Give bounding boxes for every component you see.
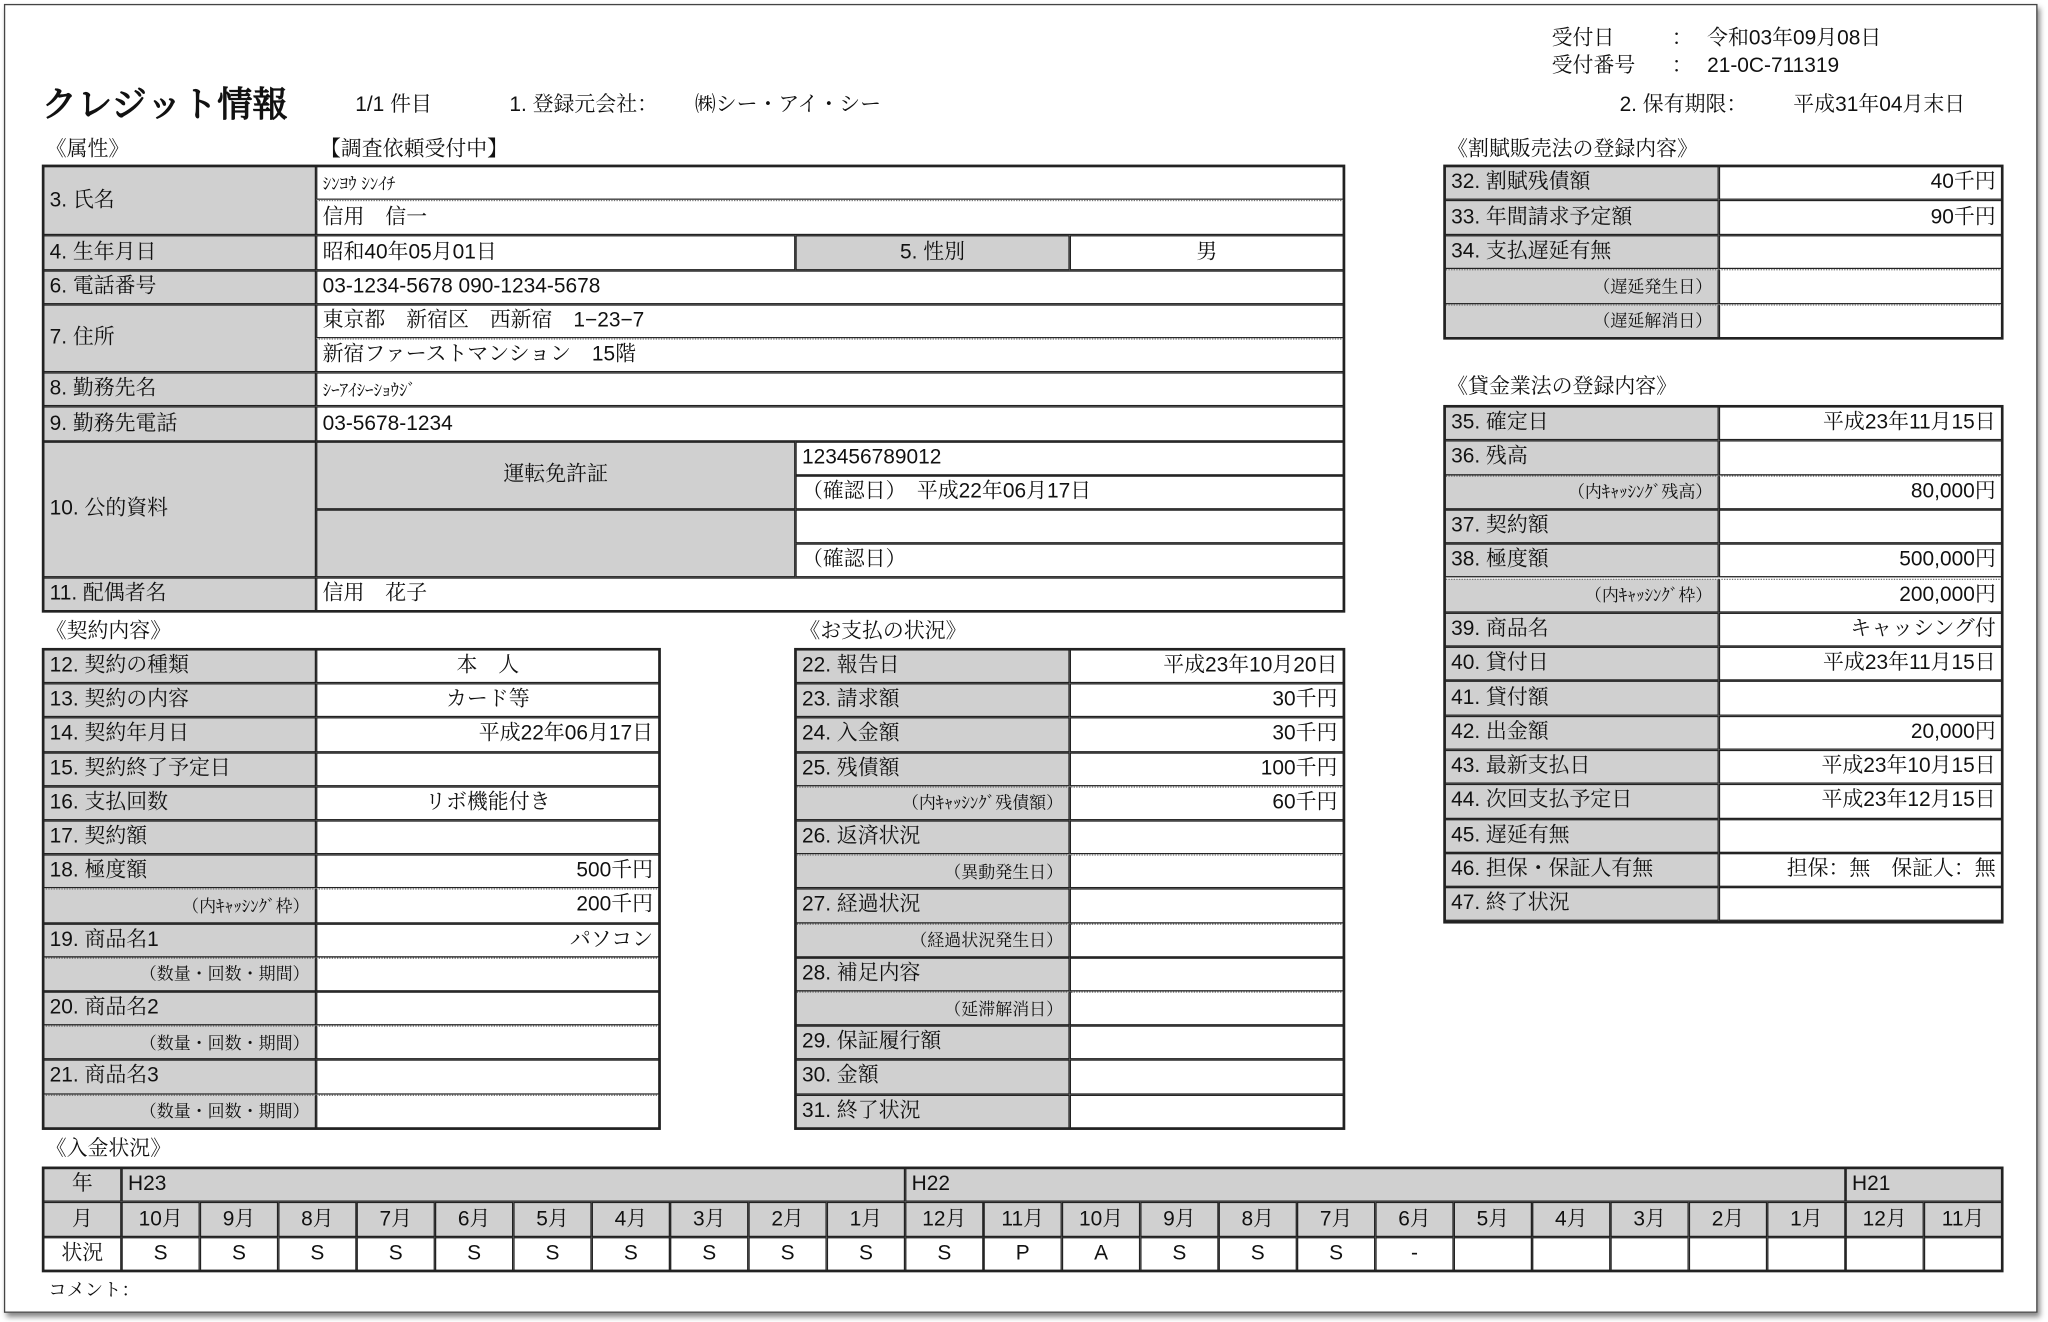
- receipt-number-label: 受付番号: [1551, 54, 1636, 78]
- moneylending-row-value: キャッシング付: [1719, 612, 2002, 646]
- contract-row-value: [316, 1060, 660, 1094]
- installment-row-value: [1719, 235, 2002, 269]
- year-cell: H22: [905, 1168, 1845, 1202]
- moneylending-row-label: 47. 終了状況: [1445, 887, 1719, 921]
- sex-value: 男: [1070, 235, 1344, 270]
- status-cell: P: [983, 1237, 1061, 1271]
- status-cell: A: [1062, 1237, 1140, 1271]
- month-cell: 2月: [1689, 1202, 1767, 1237]
- moneylending-row-value: 20,000円: [1719, 715, 2002, 749]
- moneylending-row-value: 80,000円: [1719, 475, 2002, 509]
- status-cell: S: [121, 1237, 199, 1271]
- month-cell: 4月: [1532, 1202, 1610, 1237]
- colon: ：: [1671, 54, 1693, 78]
- year-header: 年: [43, 1168, 121, 1202]
- contract-row-label: （数量・回数・期間）: [43, 1094, 316, 1128]
- contract-row-value: 500千円: [316, 855, 660, 889]
- payment-row-value: [1070, 957, 1344, 991]
- moneylending-row-value: 500,000円: [1719, 544, 2002, 578]
- phone-label: 6. 電話番号: [43, 270, 316, 304]
- moneylending-row-value: [1719, 509, 2002, 543]
- month-cell: 10月: [121, 1202, 199, 1237]
- contract-section-title: 《契約内容》: [45, 620, 172, 643]
- dob-value: 昭和40年05月01日: [316, 235, 795, 270]
- installment-row-value: [1719, 304, 2002, 338]
- moneylending-row-value: 平成23年11月15日: [1719, 647, 2002, 681]
- public-doc-confirm-date: （確認日） 平成22年06月17日: [795, 475, 1344, 509]
- month-cell: 12月: [905, 1202, 983, 1237]
- employer-phone-label: 9. 勤務先電話: [43, 406, 316, 441]
- spouse-value: 信用 花子: [316, 577, 1344, 611]
- payment-row-label: 24. 入金額: [795, 718, 1069, 752]
- moneylending-row-label: 36. 残高: [1445, 441, 1719, 475]
- contract-row-value: カード等: [316, 683, 660, 717]
- colon: ：: [1671, 27, 1693, 50]
- month-cell: 9月: [1140, 1202, 1218, 1237]
- moneylending-row-label: 44. 次回支払予定日: [1445, 784, 1719, 818]
- year-cell: H23: [121, 1168, 905, 1202]
- moneylending-row-label: 43. 最新支払日: [1445, 750, 1719, 784]
- installment-row-label: 32. 割賦残債額: [1445, 166, 1719, 200]
- receipt-date-label: 受付日: [1551, 27, 1615, 50]
- month-cell: 2月: [748, 1202, 826, 1237]
- status-cell: S: [357, 1237, 435, 1271]
- address-label: 7. 住所: [43, 304, 316, 372]
- contract-row-value: [316, 1094, 660, 1128]
- retention-label: 2. 保有期限：: [1619, 94, 1748, 117]
- contract-row-label: 14. 契約年月日: [43, 718, 316, 752]
- payment-row-label: （経過状況発生日）: [795, 923, 1069, 957]
- installment-row-label: （遅延解消日）: [1445, 304, 1719, 338]
- contract-row-label: 16. 支払回数: [43, 786, 316, 820]
- contract-row-label: 21. 商品名3: [43, 1060, 316, 1094]
- contract-row-value: 200千円: [316, 889, 660, 923]
- payment-row-label: 26. 返済状況: [795, 820, 1069, 854]
- receipt-date-value: 令和03年09月08日: [1707, 27, 1882, 50]
- contract-row-value: [316, 1026, 660, 1060]
- payment-row-label: 27. 経過状況: [795, 889, 1069, 923]
- moneylending-row-value: [1719, 441, 2002, 475]
- phone-value: 03-1234-5678 090-1234-5678: [316, 270, 1344, 304]
- contract-row-label: 15. 契約終了予定日: [43, 752, 316, 786]
- installment-row-value: [1719, 269, 2002, 303]
- status-cell: [1610, 1237, 1688, 1271]
- contract-row-value: [316, 957, 660, 991]
- month-cell: 11月: [983, 1202, 1061, 1237]
- payment-row-value: [1070, 820, 1344, 854]
- payment-row-label: （延滞解消日）: [795, 991, 1069, 1025]
- month-cell: 6月: [1375, 1202, 1453, 1237]
- installment-row-value: 40千円: [1719, 166, 2002, 200]
- moneylending-row-label: 41. 貸付額: [1445, 681, 1719, 715]
- contract-row-label: （数量・回数・期間）: [43, 957, 316, 991]
- month-cell: 1月: [1767, 1202, 1845, 1237]
- attributes-section-title: 《属性》: [45, 138, 130, 161]
- moneylending-row-label: （内ｷｬｯｼﾝｸﾞ枠）: [1445, 578, 1719, 612]
- payment-row-value: [1070, 923, 1344, 957]
- month-cell: 8月: [278, 1202, 356, 1237]
- receipt-number-value: 21-0C-711319: [1707, 54, 1840, 78]
- registrar-label: 1. 登録元会社：: [509, 94, 659, 117]
- employer-value: ｼｰｱｲｼｰｼｮｳｼﾞ: [316, 372, 1344, 406]
- retention-value: 平成31年04月末日: [1793, 94, 1966, 117]
- public-doc-number: 123456789012: [795, 442, 1344, 476]
- moneylending-row-label: 45. 遅延有無: [1445, 819, 1719, 853]
- moneylending-row-label: 40. 貸付日: [1445, 647, 1719, 681]
- moneylending-row-value: 200,000円: [1719, 578, 2002, 612]
- installment-row-label: （遅延発生日）: [1445, 269, 1719, 303]
- comment-label: コメント：: [48, 1278, 140, 1300]
- status-cell: [1767, 1237, 1845, 1271]
- contract-row-label: （数量・回数・期間）: [43, 1026, 316, 1060]
- payment-row-value: 100千円: [1070, 752, 1344, 786]
- contract-row-label: 12. 契約の種類: [43, 649, 316, 683]
- status-cell: S: [670, 1237, 748, 1271]
- moneylending-row-value: [1719, 819, 2002, 853]
- status-cell: S: [592, 1237, 670, 1271]
- name-label: 3. 氏名: [43, 166, 316, 235]
- employer-label: 8. 勤務先名: [43, 372, 316, 406]
- month-cell: 6月: [435, 1202, 513, 1237]
- moneylending-row-label: 37. 契約額: [1445, 509, 1719, 543]
- moneylending-row-value: 平成23年11月15日: [1719, 406, 2002, 440]
- month-cell: 3月: [1610, 1202, 1688, 1237]
- contract-row-label: 20. 商品名2: [43, 991, 316, 1025]
- registrar-value: ㈱シー・アイ・シー: [694, 94, 882, 117]
- payment-row-label: 29. 保証履行額: [795, 1026, 1069, 1060]
- payment-row-label: 30. 金額: [795, 1060, 1069, 1094]
- status-header: 状況: [43, 1237, 121, 1271]
- payment-row-label: 31. 終了状況: [795, 1094, 1069, 1128]
- moneylending-row-label: （内ｷｬｯｼﾝｸﾞ残高）: [1445, 475, 1719, 509]
- installment-section-title: 《割賦販売法の登録内容》: [1447, 138, 1698, 161]
- contract-row-label: 13. 契約の内容: [43, 683, 316, 717]
- status-cell: S: [827, 1237, 905, 1271]
- payment-row-value: [1070, 889, 1344, 923]
- month-cell: 1月: [827, 1202, 905, 1237]
- moneylending-row-value: [1719, 681, 2002, 715]
- contract-row-value: リボ機能付き: [316, 786, 660, 820]
- status-cell: S: [200, 1237, 278, 1271]
- payment-row-value: [1070, 1060, 1344, 1094]
- month-cell: 4月: [592, 1202, 670, 1237]
- year-cell: H21: [1846, 1168, 2003, 1202]
- payment-row-label: 25. 残債額: [795, 752, 1069, 786]
- contract-row-label: 18. 極度額: [43, 855, 316, 889]
- dob-label: 4. 生年月日: [43, 235, 316, 270]
- payment-row-value: [1070, 1094, 1344, 1128]
- moneylending-section-title: 《貸金業法の登録内容》: [1447, 376, 1678, 399]
- moneylending-row-label: 35. 確定日: [1445, 406, 1719, 440]
- status-cell: S: [748, 1237, 826, 1271]
- public-doc-number-2: [795, 509, 1344, 543]
- payment-row-value: [1070, 991, 1344, 1025]
- contract-row-label: 17. 契約額: [43, 820, 316, 854]
- public-doc-type: 運転免許証: [316, 442, 795, 510]
- status-cell: [1689, 1237, 1767, 1271]
- month-cell: 5月: [513, 1202, 591, 1237]
- installment-row-value: 90千円: [1719, 200, 2002, 234]
- moneylending-row-label: 38. 極度額: [1445, 544, 1719, 578]
- month-header: 月: [43, 1202, 121, 1237]
- spouse-label: 11. 配偶者名: [43, 577, 316, 611]
- public-doc-confirm-date-2: （確認日）: [795, 543, 1344, 577]
- installment-row-label: 34. 支払遅延有無: [1445, 235, 1719, 269]
- sex-label: 5. 性別: [795, 235, 1069, 270]
- month-cell: 3月: [670, 1202, 748, 1237]
- month-cell: 9月: [200, 1202, 278, 1237]
- contract-row-value: [316, 991, 660, 1025]
- payment-section-title: 《お支払の状況》: [799, 620, 967, 643]
- status-cell: -: [1375, 1237, 1453, 1271]
- status-cell: S: [1140, 1237, 1218, 1271]
- payment-row-value: [1070, 1026, 1344, 1060]
- month-cell: 7月: [357, 1202, 435, 1237]
- payment-row-label: （異動発生日）: [795, 855, 1069, 889]
- month-cell: 8月: [1219, 1202, 1297, 1237]
- public-doc-type-2: [316, 509, 795, 577]
- month-cell: 12月: [1846, 1202, 1924, 1237]
- month-cell: 10月: [1062, 1202, 1140, 1237]
- moneylending-row-value: 担保：無 保証人：無: [1719, 853, 2002, 887]
- moneylending-row-value: 平成23年12月15日: [1719, 784, 2002, 818]
- status-cell: [1454, 1237, 1532, 1271]
- deposit-section-title: 《入金状況》: [45, 1137, 172, 1160]
- payment-row-label: 28. 補足内容: [795, 957, 1069, 991]
- payment-row-label: （内ｷｬｯｼﾝｸﾞ残債額）: [795, 786, 1069, 820]
- payment-row-value: [1070, 855, 1344, 889]
- moneylending-row-value: 平成23年10月15日: [1719, 750, 2002, 784]
- month-cell: 11月: [1924, 1202, 2002, 1237]
- payment-row-value: 平成23年10月20日: [1070, 649, 1344, 683]
- status-cell: S: [1219, 1237, 1297, 1271]
- status-cell: [1532, 1237, 1610, 1271]
- payment-row-value: 30千円: [1070, 718, 1344, 752]
- contract-row-label: 19. 商品名1: [43, 923, 316, 957]
- record-count: 1/1 件目: [355, 94, 432, 117]
- payment-row-value: 60千円: [1070, 786, 1344, 820]
- installment-row-label: 33. 年間請求予定額: [1445, 200, 1719, 234]
- payment-row-value: 30千円: [1070, 683, 1344, 717]
- moneylending-row-label: 46. 担保・保証人有無: [1445, 853, 1719, 887]
- status-cell: [1924, 1237, 2002, 1271]
- status-cell: S: [1297, 1237, 1375, 1271]
- public-doc-label: 10. 公的資料: [43, 442, 316, 578]
- employer-phone-value: 03-5678-1234: [316, 406, 1344, 441]
- contract-row-value: [316, 820, 660, 854]
- status-cell: S: [513, 1237, 591, 1271]
- investigation-status: 【調査依頼受付中】: [319, 138, 509, 161]
- status-cell: [1846, 1237, 1924, 1271]
- contract-row-label: （内ｷｬｯｼﾝｸﾞ枠）: [43, 889, 316, 923]
- name-kana-value: ｼﾝﾖｳ ｼﾝｲﾁ: [316, 166, 1344, 200]
- contract-row-value: 本 人: [316, 649, 660, 683]
- status-cell: S: [905, 1237, 983, 1271]
- address-line2: 新宿ファーストマンション 15階: [316, 338, 1344, 372]
- contract-row-value: 平成22年06月17日: [316, 718, 660, 752]
- month-cell: 7月: [1297, 1202, 1375, 1237]
- payment-row-label: 23. 請求額: [795, 683, 1069, 717]
- moneylending-row-value: [1719, 887, 2002, 921]
- month-cell: 5月: [1454, 1202, 1532, 1237]
- moneylending-row-label: 39. 商品名: [1445, 612, 1719, 646]
- contract-row-value: [316, 752, 660, 786]
- address-line1: 東京都 新宿区 西新宿 1−23−7: [316, 304, 1344, 338]
- status-cell: S: [278, 1237, 356, 1271]
- contract-row-value: パソコン: [316, 923, 660, 957]
- moneylending-row-label: 42. 出金額: [1445, 715, 1719, 749]
- name-kanji-value: 信用 信一: [316, 200, 1344, 235]
- payment-row-label: 22. 報告日: [795, 649, 1069, 683]
- status-cell: S: [435, 1237, 513, 1271]
- page-title: クレジット情報: [41, 84, 288, 125]
